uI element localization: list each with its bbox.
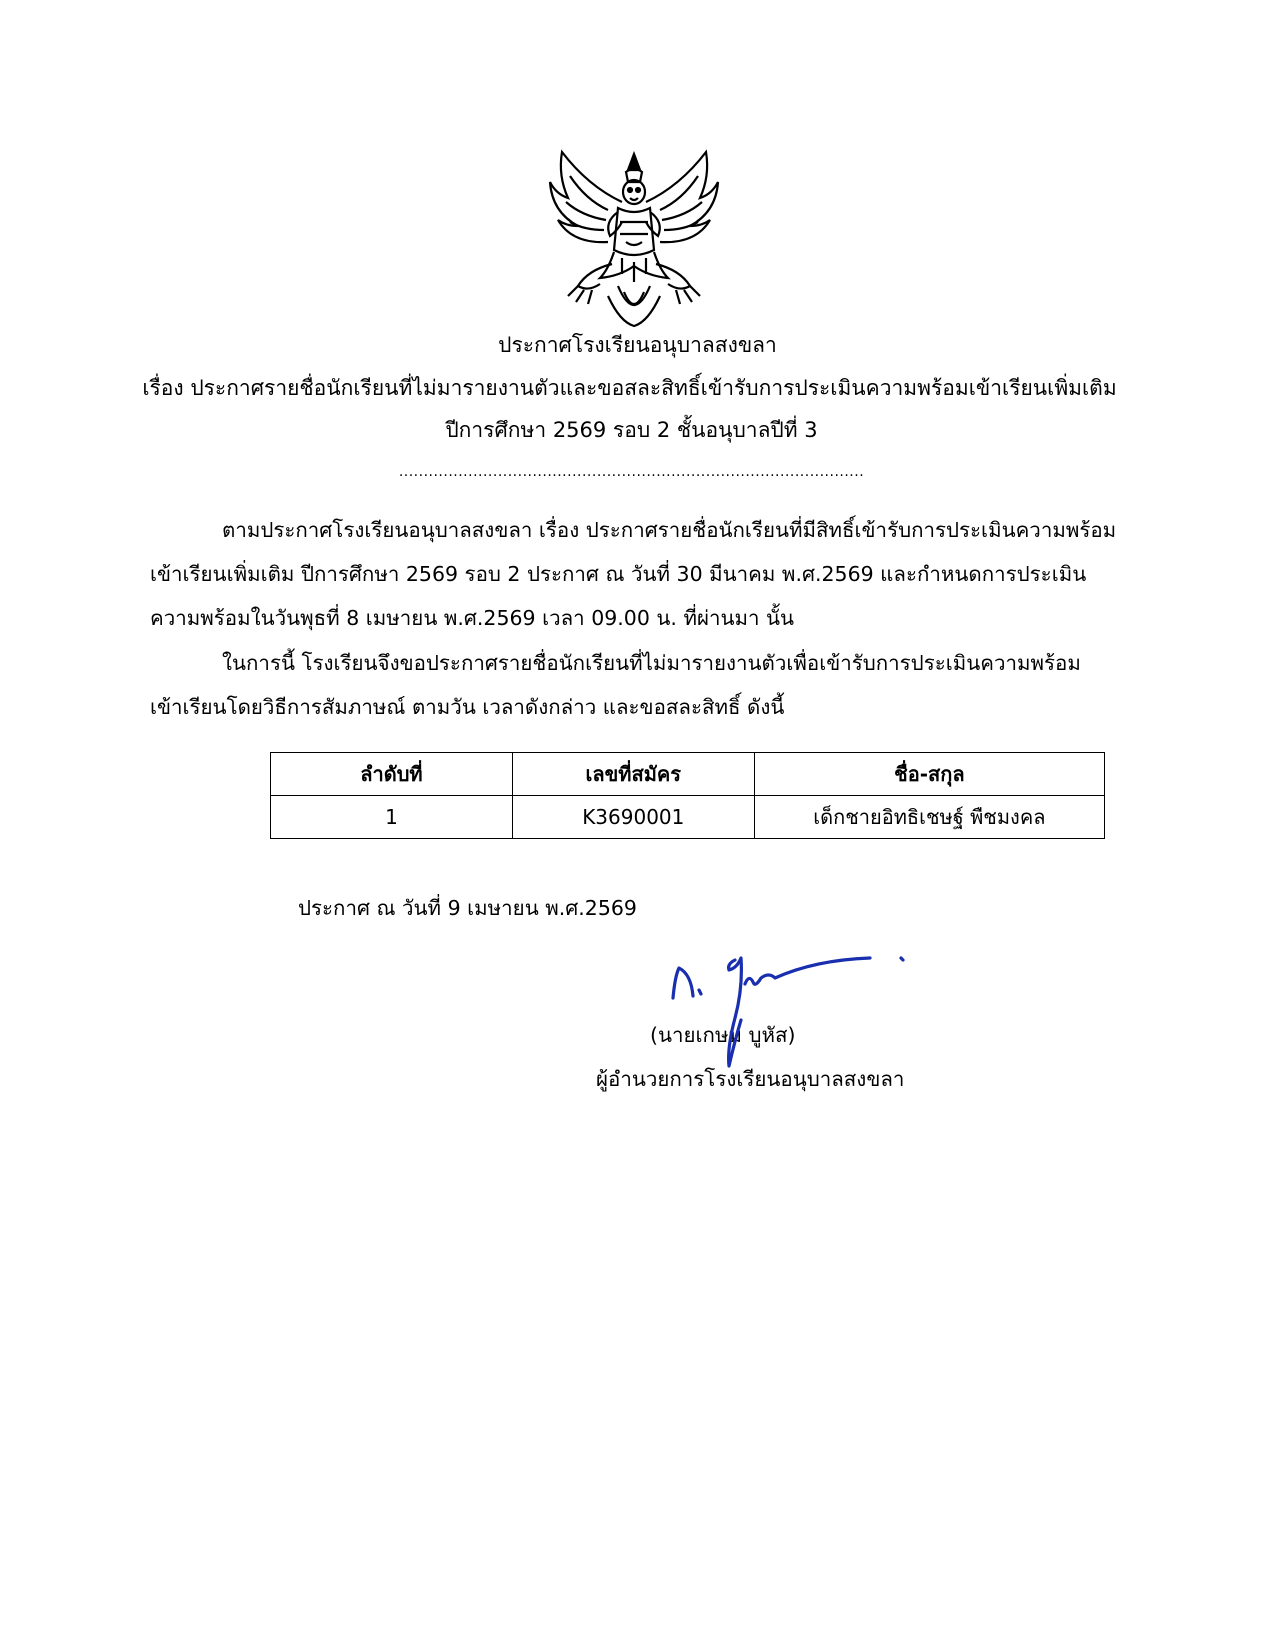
- cell-full-name: เด็กชายอิทธิเชษฐ์ พืชมงคล: [754, 796, 1104, 839]
- paragraph1-line2: เข้าเรียนเพิ่มเติม ปีการศึกษา 2569 รอบ 2 ประกาศ ณ วันที่ 30 มีนาคม พ.ศ.2569 และกำหนดการประเมิน: [150, 562, 1087, 586]
- paragraph1-line1: ตามประกาศโรงเรียนอนุบาลสงขลา เรื่อง ประกาศรายชื่อนักเรียนที่มีสิทธิ์เข้ารับการประเมินความพร้อม: [222, 518, 1117, 542]
- announce-date: ประกาศ ณ วันที่ 9 เมษายน พ.ศ.2569: [298, 896, 637, 920]
- garuda-emblem-icon: [548, 146, 720, 328]
- table-header-row: [271, 753, 1105, 796]
- paragraph2-line1: ในการนี้ โรงเรียนจึงขอประกาศรายชื่อนักเรียนที่ไม่มารายงานตัวเพื่อเข้ารับการประเมินความพร้อม: [222, 651, 1081, 675]
- header-order-no: ลำดับที่: [271, 753, 513, 796]
- header-full-name: ชื่อ-สกุล: [754, 753, 1104, 796]
- table-row: [271, 796, 1105, 839]
- paragraph1-line3: ความพร้อมในวันพุธที่ 8 เมษายน พ.ศ.2569 เวลา 09.00 น. ที่ผ่านมา นั้น: [150, 606, 795, 630]
- announcement-year-line: ปีการศึกษา 2569 รอบ 2 ชั้นอนุบาลปีที่ 3: [445, 418, 818, 442]
- handwritten-signature: [665, 948, 920, 1088]
- cell-order-no: 1: [271, 796, 513, 839]
- forfeit-student-table: [270, 752, 1105, 839]
- signer-title: ผู้อำนวยการโรงเรียนอนุบาลสงขลา: [596, 1067, 905, 1091]
- separator-dots: ..............................................................................................: [398, 464, 865, 480]
- announcement-org-title: ประกาศโรงเรียนอนุบาลสงขลา: [498, 333, 777, 357]
- cell-application-no: K3690001: [512, 796, 754, 839]
- paragraph2-line2: เข้าเรียนโดยวิธีการสัมภาษณ์ ตามวัน เวลาดังกล่าว และขอสละสิทธิ์ ดังนี้: [150, 695, 785, 719]
- header-application-no: เลขที่สมัคร: [512, 753, 754, 796]
- signer-name: (นายเกษม บูหัส): [650, 1023, 796, 1047]
- announcement-subject: เรื่อง ประกาศรายชื่อนักเรียนที่ไม่มารายงานตัวและขอสละสิทธิ์เข้ารับการประเมินความพร้อมเข้าเรียนเพิ่มเติม: [142, 376, 1117, 400]
